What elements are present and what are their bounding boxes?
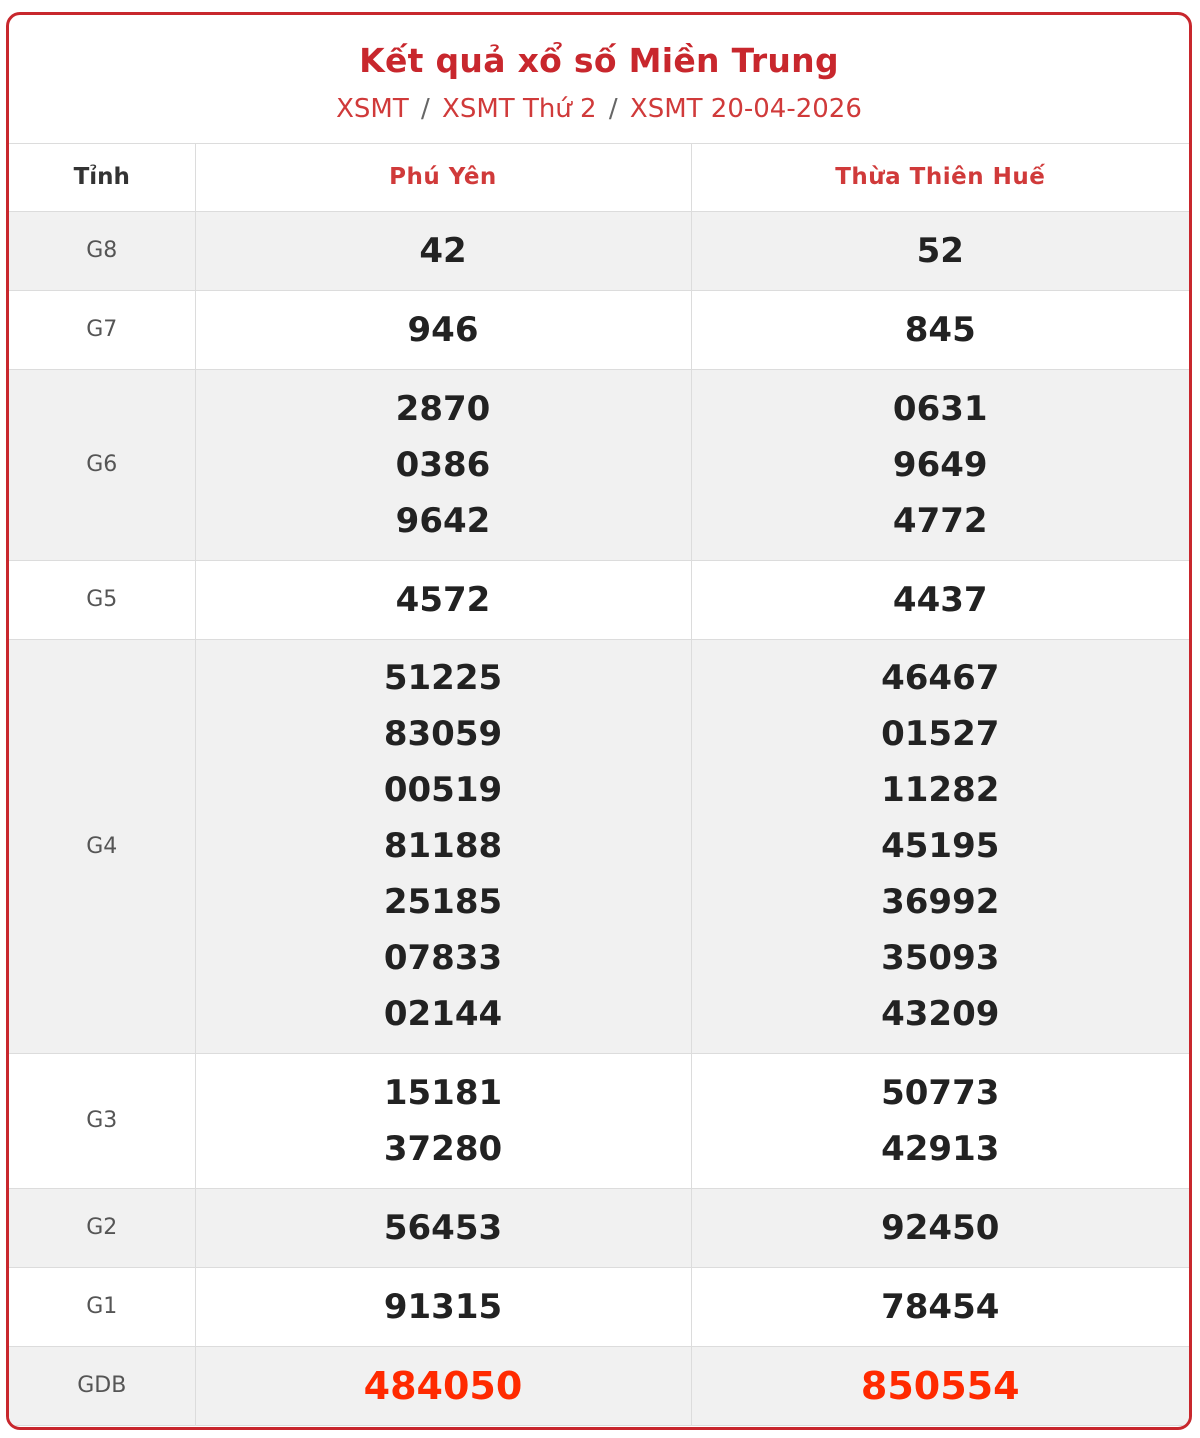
prize-number: 25185 (383, 882, 503, 922)
prize-number: 4772 (892, 500, 988, 541)
results-header (9, 15, 1189, 144)
prize-number: 42913 (881, 1128, 1000, 1169)
prize-number: 2870 (395, 388, 491, 429)
prize-number: 35093 (881, 938, 1000, 978)
prize-number: 42 (419, 230, 467, 271)
prize-cell (195, 211, 691, 290)
province-header-thua-thien-hue[interactable]: Thừa Thiên Huế (691, 144, 1189, 211)
prize-number: 0631 (892, 388, 988, 429)
prize-cell (691, 211, 1189, 290)
prize-cell (691, 1188, 1189, 1267)
prize-number: 43209 (881, 994, 1000, 1034)
prize-cell (195, 1267, 691, 1346)
special-prize-number: 484050 (363, 1363, 523, 1408)
breadcrumb (9, 93, 1189, 125)
prize-cell (691, 639, 1189, 1053)
table-row (9, 1188, 1189, 1267)
prize-label: GDB (9, 1346, 195, 1425)
results-table (9, 144, 1189, 1426)
results-card (6, 12, 1192, 1430)
page-title: Kết quả xổ số Miền Trung (359, 41, 839, 80)
prize-cell (691, 290, 1189, 369)
prize-cell (691, 1346, 1189, 1425)
prize-cell (195, 560, 691, 639)
prize-number: 81188 (383, 826, 503, 866)
prize-label: G1 (9, 1267, 195, 1346)
prize-number: 4437 (892, 579, 988, 620)
prize-number: 37280 (383, 1128, 503, 1169)
prize-number: 0386 (395, 444, 491, 485)
prize-number: 91315 (383, 1286, 503, 1327)
table-row (9, 369, 1189, 560)
prize-label: G5 (9, 560, 195, 639)
prize-label: G4 (9, 639, 195, 1053)
breadcrumb-separator: / (608, 94, 618, 124)
prize-number: 11282 (881, 770, 1000, 810)
prize-number: 92450 (881, 1207, 1000, 1248)
table-row (9, 639, 1189, 1053)
prize-number: 45195 (881, 826, 1000, 866)
table-header-row (9, 144, 1189, 211)
prize-label: G6 (9, 369, 195, 560)
prize-cell (195, 1346, 691, 1425)
prize-cell (195, 1188, 691, 1267)
prize-number: 9642 (395, 500, 491, 541)
special-prize-number: 850554 (860, 1363, 1020, 1408)
prize-cell (691, 369, 1189, 560)
province-header-phu-yen[interactable]: Phú Yên (195, 144, 691, 211)
table-row (9, 560, 1189, 639)
prize-number: 52 (916, 230, 964, 271)
prize-number: 01527 (881, 714, 1000, 754)
prize-number: 46467 (881, 658, 1000, 698)
prize-number: 78454 (881, 1286, 1000, 1327)
prize-number: 00519 (383, 770, 503, 810)
prize-cell (691, 1267, 1189, 1346)
prize-number: 56453 (383, 1207, 503, 1248)
prize-label: G3 (9, 1053, 195, 1188)
column-header-province: Tỉnh (9, 144, 195, 211)
prize-cell (691, 1053, 1189, 1188)
prize-cell (691, 560, 1189, 639)
breadcrumb-separator: / (421, 94, 430, 124)
prize-number: 83059 (383, 714, 503, 754)
prize-number: 51225 (383, 658, 503, 698)
prize-number: 02144 (383, 994, 503, 1034)
prize-cell (195, 369, 691, 560)
prize-label: G8 (9, 211, 195, 290)
table-row (9, 290, 1189, 369)
table-row (9, 1267, 1189, 1346)
breadcrumb-link-xsmt[interactable]: XSMT (336, 94, 409, 124)
prize-number: 15181 (383, 1072, 503, 1113)
prize-cell (195, 290, 691, 369)
breadcrumb-link-xsmt-thu-2[interactable]: XSMT Thứ 2 (442, 94, 597, 124)
prize-number: 845 (904, 309, 976, 350)
prize-number: 07833 (383, 938, 503, 978)
prize-cell (195, 639, 691, 1053)
table-row (9, 1053, 1189, 1188)
prize-number: 9649 (892, 444, 988, 485)
table-row (9, 211, 1189, 290)
prize-label: G7 (9, 290, 195, 369)
prize-number: 36992 (881, 882, 1000, 922)
prize-cell (195, 1053, 691, 1188)
table-row (9, 1346, 1189, 1425)
prize-number: 50773 (881, 1072, 1000, 1113)
prize-number: 946 (407, 309, 479, 350)
prize-label: G2 (9, 1188, 195, 1267)
prize-number: 4572 (395, 579, 491, 620)
breadcrumb-link-xsmt-date[interactable]: XSMT 20-04-2026 (629, 94, 862, 124)
results-body (9, 211, 1189, 1425)
